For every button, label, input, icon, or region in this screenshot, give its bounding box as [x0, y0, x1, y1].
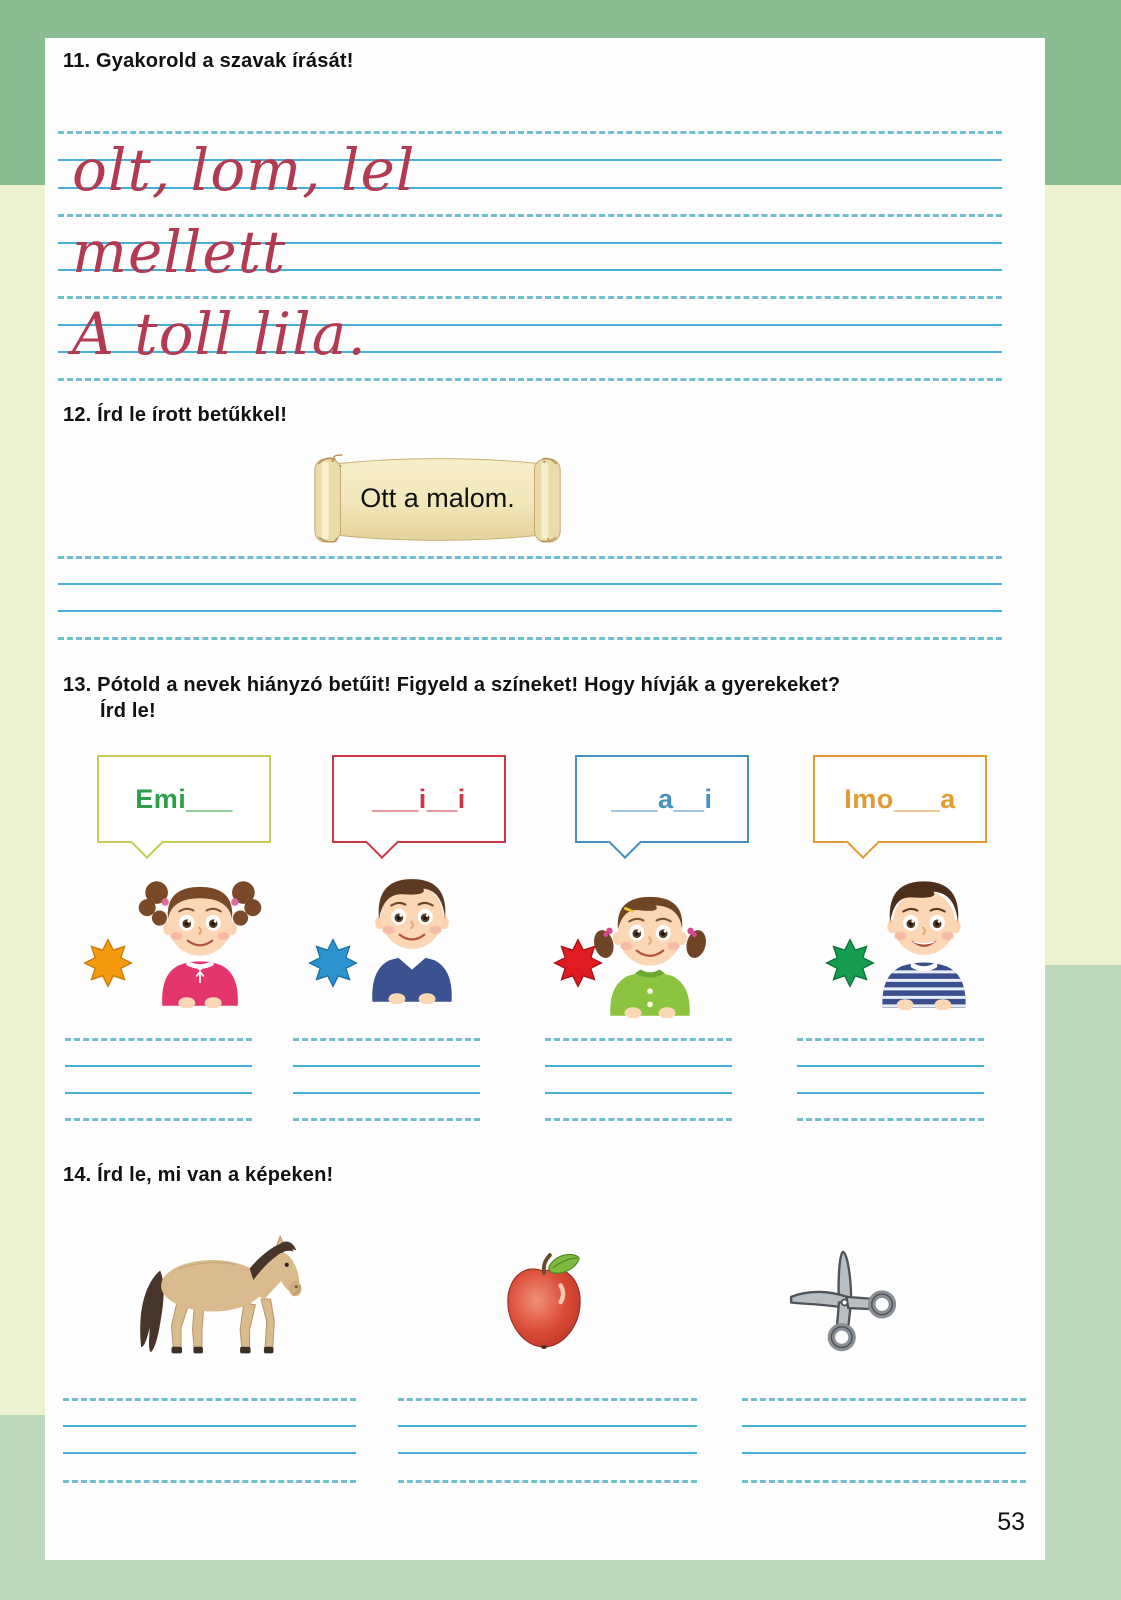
handwriting-sample-1: olt, lom, lel [72, 136, 416, 204]
writing-line-dashed [293, 1118, 480, 1121]
writing-line-solid [293, 1092, 480, 1094]
writing-line-solid [65, 1092, 252, 1094]
child-girl-pigtails-green-shirt-illustration [584, 872, 716, 1018]
writing-line-dashed [398, 1480, 697, 1483]
bubble-3-label: ___a__i [611, 783, 713, 814]
page-number: 53 [997, 1508, 1025, 1536]
child-girl-curly-buns-illustration [134, 862, 266, 1008]
writing-line-dashed [742, 1398, 1026, 1401]
writing-line-solid [65, 1065, 252, 1067]
writing-line-solid [545, 1092, 732, 1094]
writing-line-dashed [293, 1038, 480, 1041]
horse-illustration [122, 1218, 322, 1363]
writing-line-solid [58, 583, 1002, 585]
bubble-1-label: Emi___ [135, 783, 233, 814]
frame-left-pale-strip [0, 185, 45, 1415]
frame-right-top-block [1045, 38, 1121, 185]
writing-line-dashed [58, 556, 1002, 559]
child-boy-navy-shirt-illustration [346, 858, 478, 1004]
writing-line-dashed [65, 1118, 252, 1121]
handwriting-sample-2: mellett [72, 218, 287, 286]
scissors-illustration [788, 1250, 903, 1355]
writing-line-dashed [58, 378, 1002, 381]
task14-title: 14. Írd le, mi van a képeken! [63, 1164, 334, 1186]
writing-line-solid [398, 1425, 697, 1427]
writing-line-dashed [398, 1398, 697, 1401]
name-bubble-1 [97, 755, 271, 843]
writing-line-dashed [797, 1118, 984, 1121]
parchment-banner [310, 452, 565, 547]
star-orange-icon [82, 937, 134, 989]
bubble-4-label: Imo___a [844, 783, 956, 814]
writing-line-dashed [58, 296, 1002, 299]
task12-title: 12. Írd le írott betűkkel! [63, 404, 288, 426]
writing-line-dashed [545, 1118, 732, 1121]
banner-sentence: Ott a malom. [360, 483, 515, 513]
frame-left-top-block [0, 38, 45, 185]
task13-title: 13. Pótold a nevek hiányzó betűit! Figyeld a színeket! Hogy hívják a gyerekeket? [63, 674, 841, 696]
bubble-2-label: ___i__i [372, 783, 466, 814]
writing-line-solid [797, 1065, 984, 1067]
writing-line-solid [63, 1425, 356, 1427]
writing-line-solid [545, 1065, 732, 1067]
task11-title: 11. Gyakorold a szavak írását! [63, 50, 354, 72]
name-bubble-4 [813, 755, 987, 843]
child-boy-striped-sweater-illustration [858, 864, 990, 1010]
name-bubble-2 [332, 755, 506, 843]
writing-line-solid [63, 1452, 356, 1454]
writing-line-dashed [797, 1038, 984, 1041]
handwriting-sample-3: A toll lila. [72, 300, 367, 368]
writing-line-solid [797, 1092, 984, 1094]
writing-line-solid [742, 1452, 1026, 1454]
apple-illustration [500, 1250, 588, 1358]
frame-top-band [0, 0, 1121, 38]
writing-line-solid [398, 1452, 697, 1454]
writing-line-dashed [545, 1038, 732, 1041]
writing-line-solid [293, 1065, 480, 1067]
writing-line-dashed [63, 1480, 356, 1483]
writing-line-dashed [63, 1398, 356, 1401]
writing-line-solid [742, 1425, 1026, 1427]
writing-line-dashed [58, 637, 1002, 640]
task13-title-line2: Írd le! [100, 700, 156, 722]
writing-line-solid [58, 610, 1002, 612]
writing-line-dashed [58, 214, 1002, 217]
writing-line-dashed [742, 1480, 1026, 1483]
name-bubble-3 [575, 755, 749, 843]
writing-line-dashed [58, 131, 1002, 134]
frame-right-pale-strip [1045, 185, 1121, 965]
writing-line-dashed [65, 1038, 252, 1041]
